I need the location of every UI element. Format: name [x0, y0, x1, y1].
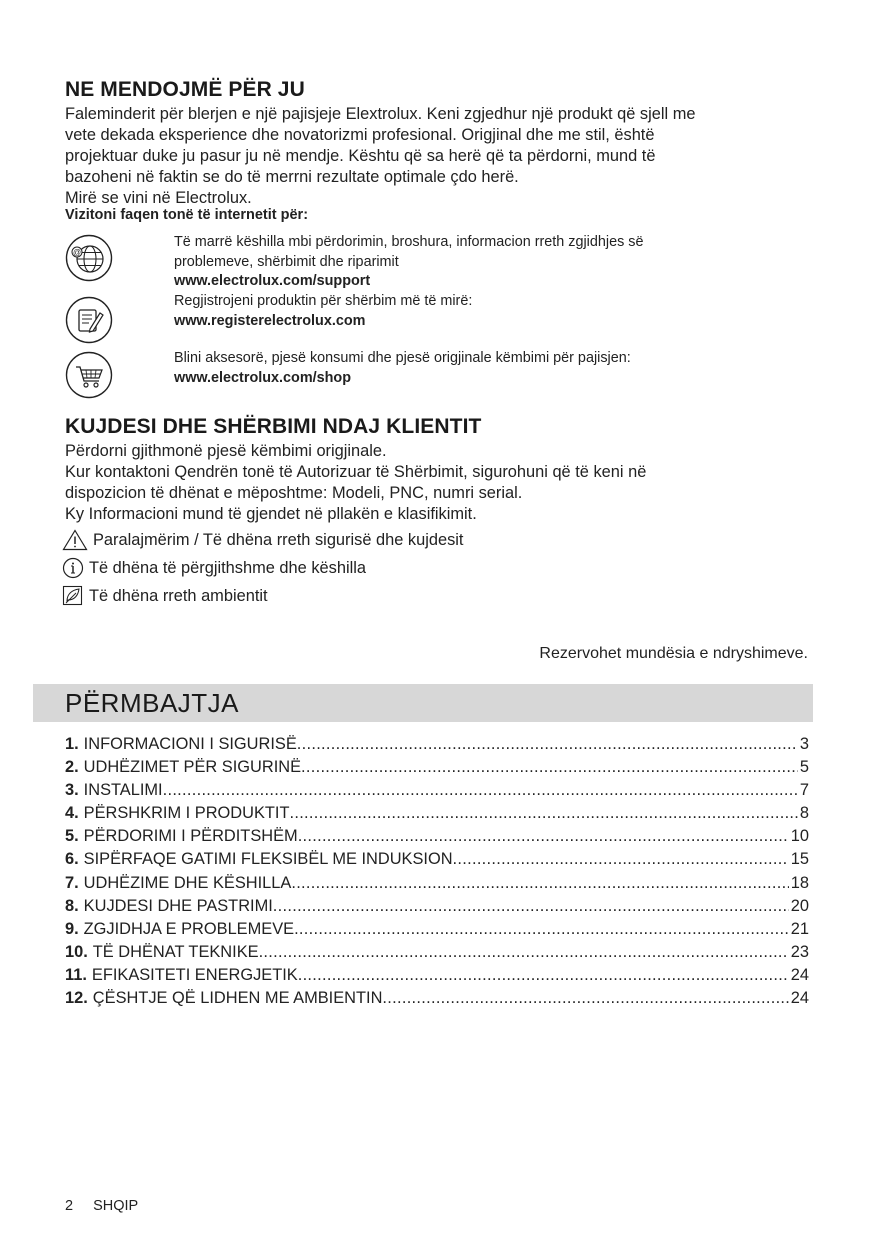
toc-entry[interactable]	[65, 804, 809, 827]
toc-entry-label: ZGJIDHJA E PROBLEMEVE	[83, 919, 295, 938]
support-description: problemeve, shërbimit dhe riparimit	[174, 253, 399, 270]
toc-entry[interactable]	[65, 989, 809, 1012]
shop-description: Blini aksesorë, pjesë konsumi dhe pjesë origjinale këmbimi për pajisjen:	[174, 350, 631, 366]
page-footer	[65, 1198, 138, 1214]
toc-entry-number: 4.	[65, 804, 79, 823]
toc-entry-number: 6.	[65, 850, 79, 869]
toc-entry-label: INFORMACIONI I SIGURISË	[83, 735, 297, 753]
toc-entry[interactable]	[65, 874, 809, 897]
toc-entry-page: 15	[790, 850, 809, 869]
toc-entry-number: 11.	[65, 965, 87, 984]
care-line: Ky Informacioni mund të gjendet në pllakën e klasifikimit.	[65, 505, 477, 523]
toc-entry-label: PËRDORIMI I PËRDITSHËM	[83, 827, 298, 846]
toc-entry[interactable]	[65, 897, 809, 920]
toc-entry-page: 7	[799, 781, 809, 800]
shop-url-link[interactable]: www.electrolux.com/shop	[174, 369, 351, 386]
register-link-block	[174, 292, 794, 331]
intro-line: vete dekada eksperience dhe novatorizmi profesional. Origjinal dhe me stil, është	[65, 126, 655, 144]
support-description: Të marrë këshilla mbi përdorimin, broshura, informacion rreth zgjidhjes së	[174, 234, 644, 250]
toc-entry-page: 18	[790, 873, 809, 892]
toc-entry-label: SIPËRFAQE GATIMI FLEKSIBËL ME INDUKSION	[83, 850, 453, 869]
toc-entry-number: 3.	[65, 781, 79, 800]
toc-title: PËRMBAJTJA	[65, 688, 240, 718]
register-description: Regjistrojeni produktin për shërbim më të mirë:	[174, 293, 473, 309]
toc-entry[interactable]	[65, 758, 809, 781]
toc-entry-label: UDHËZIME DHE KËSHILLA	[83, 873, 292, 892]
toc-entry-page: 24	[790, 989, 809, 1008]
legend-environment-text: Të dhëna rreth ambientit	[89, 586, 268, 605]
section-title-customer-care: KUJDESI DHE SHËRBIMI NDAJ KLIENTIT	[65, 415, 482, 438]
toc-entry[interactable]	[65, 943, 809, 966]
care-line: dispozicion të dhënat e mëposhtme: Modeli, PNC, numri serial.	[65, 484, 523, 502]
toc-header-bar	[33, 684, 813, 722]
toc-entry-label: KUJDESI DHE PASTRIMI	[83, 896, 273, 915]
shopping-cart-icon	[65, 351, 113, 399]
legend-warning	[62, 529, 464, 551]
toc-entry-page: 3	[799, 735, 809, 753]
toc-entry-page: 21	[790, 919, 809, 938]
toc-entry-label: ÇËSHTJE QË LIDHEN ME AMBIENTIN	[92, 989, 383, 1008]
care-paragraph	[65, 441, 805, 525]
visit-website-label: Vizitoni faqen tonë të internetit për:	[65, 207, 309, 223]
toc-entry-number: 8.	[65, 896, 79, 915]
toc-entry[interactable]	[65, 781, 809, 804]
toc-entry-number: 9.	[65, 919, 79, 938]
intro-line: projektuar duke ju pasur ju në mendje. Kështu që sa herë që ta përdorni, mund të	[65, 147, 656, 165]
intro-line: bazoheni në faktin se do të merrni rezultate optimale çdo herë.	[65, 168, 519, 186]
intro-line: Faleminderit për blerjen e një pajisjeje Elextrolux. Keni zgjedhur një produkt që sjell me	[65, 105, 696, 123]
warning-triangle-icon	[62, 529, 88, 551]
support-url-link[interactable]: www.electrolux.com/support	[174, 273, 371, 289]
shop-link-block	[174, 349, 794, 388]
register-icon	[65, 296, 113, 344]
toc-entry[interactable]	[65, 966, 809, 989]
toc-entry[interactable]	[65, 735, 809, 758]
intro-line: Mirë se vini në Electrolux.	[65, 189, 252, 207]
page-number: 2	[65, 1198, 74, 1214]
toc-entry-label: EFIKASITETI ENERGJETIK	[91, 965, 298, 984]
toc-entry-number: 7.	[65, 873, 79, 892]
toc-entry-page: 24	[790, 965, 809, 984]
intro-paragraph	[65, 104, 805, 209]
globe-icon	[65, 234, 113, 282]
support-link-block	[174, 233, 794, 292]
language-label: SHQIP	[93, 1198, 139, 1214]
toc-entry[interactable]	[65, 827, 809, 850]
toc-entry-page: 8	[799, 804, 809, 823]
care-line: Përdorni gjithmonë pjesë këmbimi origjinale.	[65, 442, 387, 460]
toc-entry[interactable]	[65, 920, 809, 943]
toc-entry-number: 10.	[65, 942, 88, 961]
svg-text:@: @	[72, 248, 82, 257]
toc-entry-number: 12.	[65, 989, 88, 1008]
section-title-thinking-of-you: NE MENDOJMË PËR JU	[65, 78, 305, 101]
toc-entry-number: 2.	[65, 758, 79, 777]
register-url-link[interactable]: www.registerelectrolux.com	[174, 312, 366, 329]
legend-info	[62, 557, 366, 579]
toc-entry-page: 5	[799, 758, 809, 777]
leaf-icon	[62, 585, 84, 607]
toc-entry-number: 5.	[65, 827, 79, 846]
toc-entry-page: 10	[790, 827, 809, 846]
toc-entry-page: 20	[790, 896, 809, 915]
toc-entry-page: 23	[790, 942, 809, 961]
toc-entry[interactable]	[65, 850, 809, 873]
toc-entry-label: PËRSHKRIM I PRODUKTIT	[83, 804, 290, 823]
toc-entry-label: INSTALIMI	[83, 781, 163, 800]
care-line: Kur kontaktoni Qendrën tonë të Autorizuar të Shërbimit, sigurohuni që të keni në	[65, 463, 647, 481]
legend-warning-text: Paralajmërim / Të dhëna rreth sigurisë dhe kujdesit	[93, 530, 464, 549]
toc-entry-label: TË DHËNAT TEKNIKE	[92, 942, 259, 961]
table-of-contents	[65, 735, 809, 1012]
legend-environment	[62, 585, 268, 607]
toc-entry-number: 1.	[65, 735, 79, 753]
toc-entry-label: UDHËZIMET PËR SIGURINË	[83, 758, 302, 777]
legend-info-text: Të dhëna të përgjithshme dhe këshilla	[89, 558, 366, 577]
info-icon	[62, 557, 84, 579]
rights-reserved-note: Rezervohet mundësia e ndryshimeve.	[539, 645, 808, 662]
